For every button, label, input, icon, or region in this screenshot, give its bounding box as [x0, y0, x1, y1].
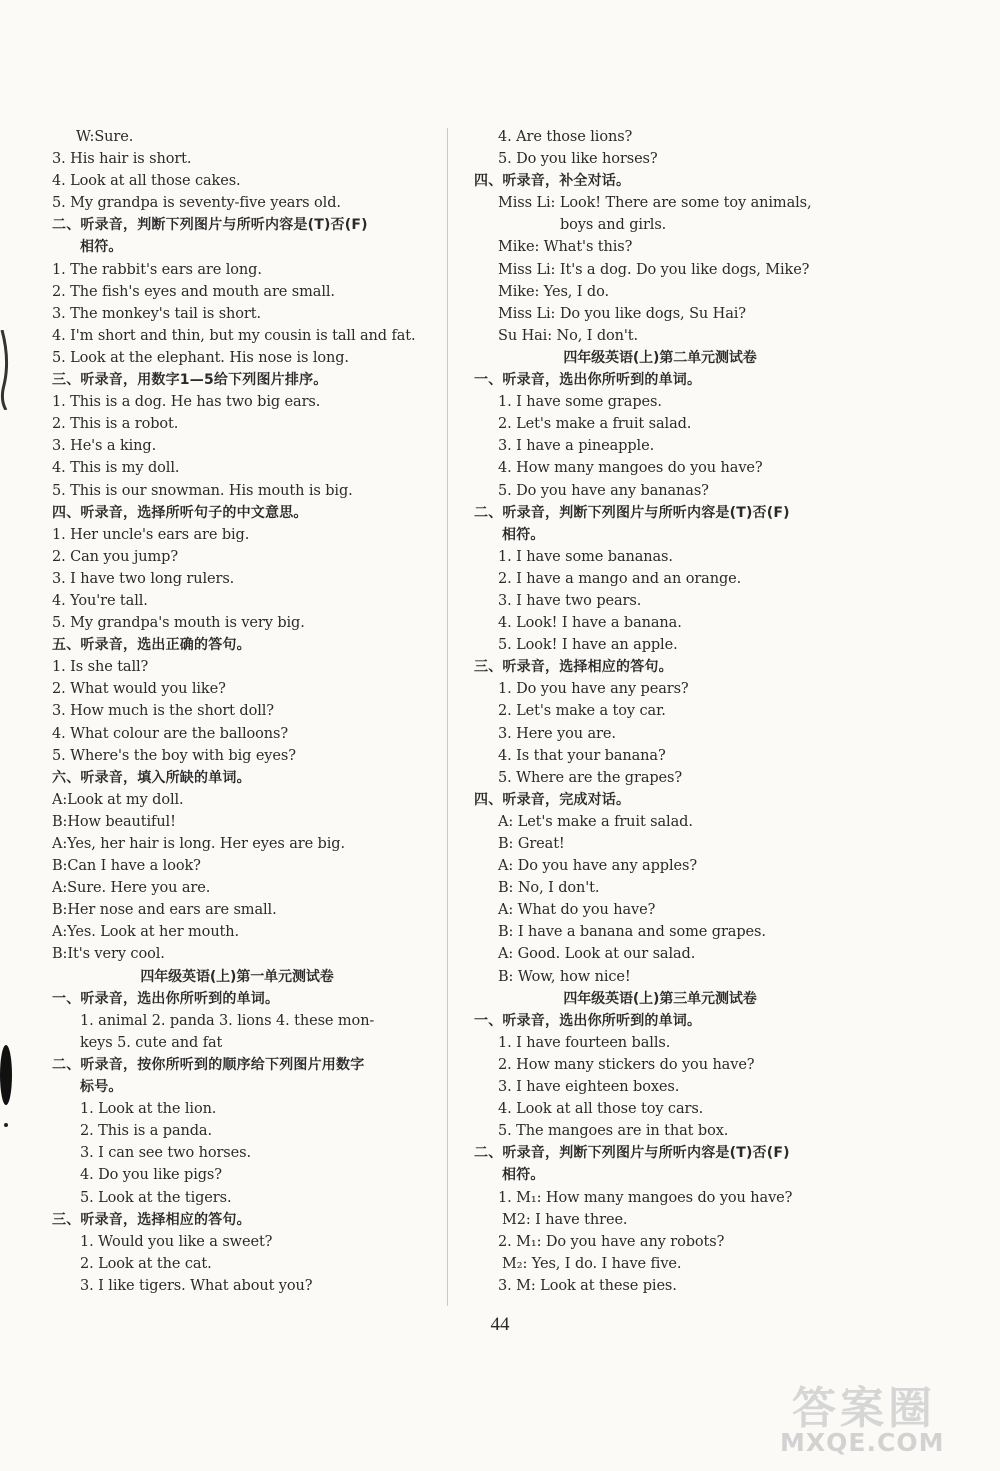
text-line: A:Sure. Here you are. — [52, 880, 211, 897]
text-line: 3. I like tigers. What about you? — [80, 1277, 313, 1294]
text-line: 2. Can you jump? — [52, 548, 179, 565]
section-heading: 四、听录音，完成对话。 — [474, 791, 631, 808]
scan-smudge — [0, 1035, 14, 1130]
section-heading: 五、听录音，选出正确的答句。 — [52, 637, 251, 654]
text-line: 5. Look! I have an apple. — [498, 637, 678, 654]
text-line: 1. I have some grapes. — [498, 394, 662, 411]
text-line: 2. Let's make a toy car. — [498, 703, 666, 720]
text-line: A:Yes. Look at her mouth. — [52, 924, 240, 941]
section-heading: 相符。 — [502, 526, 545, 543]
text-line: W:Sure. — [76, 129, 134, 145]
text-line: Miss Li: Look! There are some toy animals, — [498, 195, 812, 212]
text-line: 4. Is that your banana? — [498, 747, 666, 764]
text-line: M2: I have three. — [502, 1211, 628, 1228]
test-title: 四年级英语(上)第二单元测试卷 — [563, 349, 757, 366]
text-line: 3. His hair is short. — [52, 151, 192, 168]
text-line: 1. Look at the lion. — [80, 1101, 217, 1118]
watermark-logo — [780, 1372, 990, 1462]
text-line: 3. How much is the short doll? — [52, 703, 274, 720]
text-line: 4. Look at all those toy cars. — [498, 1101, 704, 1118]
text-line: 2. Look at the cat. — [80, 1255, 212, 1272]
scan-smudge — [0, 330, 14, 410]
text-line: 5. Where's the boy with big eyes? — [52, 747, 296, 764]
text-line: 1. I have some bananas. — [498, 548, 673, 565]
page-number: 44 — [490, 1314, 510, 1335]
section-heading: 六、听录音，填入所缺的单词。 — [52, 769, 251, 786]
text-line: 5. Look at the elephant. His nose is long. — [52, 349, 349, 366]
text-line: 5. This is our snowman. His mouth is big. — [52, 482, 353, 499]
text-line: 3. The monkey's tail is short. — [52, 305, 261, 322]
text-line: Miss Li: Do you like dogs, Su Hai? — [498, 305, 746, 322]
watermark-text: 答案圈 — [792, 1383, 936, 1434]
text-line: 5. My grandpa's mouth is very big. — [52, 615, 305, 632]
text-line: B:Her nose and ears are small. — [52, 902, 277, 919]
text-line: 1. This is a dog. He has two big ears. — [52, 394, 321, 411]
section-heading: 一、听录音，选出你所听到的单词。 — [52, 990, 280, 1007]
text-line: A: Good. Look at our salad. — [498, 946, 696, 963]
test-title: 四年级英语(上)第一单元测试卷 — [140, 968, 334, 985]
text-line: B:How beautiful! — [52, 813, 176, 830]
section-heading: 四、听录音，选择所听句子的中文意思。 — [52, 504, 308, 521]
text-line: 3. M: Look at these pies. — [498, 1277, 677, 1294]
section-heading: 三、听录音，用数字1—5给下列图片排序。 — [52, 372, 328, 389]
text-line: 4. What colour are the balloons? — [52, 725, 289, 742]
text-line: 2. M₁: Do you have any robots? — [498, 1233, 725, 1250]
left-column — [52, 126, 422, 1297]
text-line: A: What do you have? — [498, 902, 656, 919]
text-line: 2. The fish's eyes and mouth are small. — [52, 283, 335, 300]
column-divider — [447, 128, 448, 1306]
text-line: 1. animal 2. panda 3. lions 4. these mon- — [80, 1012, 375, 1029]
text-line: 4. Look! I have a banana. — [498, 615, 682, 632]
text-line: 5. The mangoes are in that box. — [498, 1123, 729, 1140]
text-line: 5. Do you like horses? — [498, 151, 658, 168]
section-heading: 二、听录音，判断下列图片与所听内容是(T)否(F) — [52, 217, 368, 234]
text-line: 4. You're tall. — [52, 592, 148, 609]
section-heading: 标号。 — [80, 1079, 123, 1096]
text-line: 4. Do you like pigs? — [80, 1167, 222, 1184]
text-line: 3. Here you are. — [498, 725, 616, 742]
text-line: 2. What would you like? — [52, 681, 226, 698]
text-line: 2. Let's make a fruit salad. — [498, 416, 692, 433]
text-line: keys 5. cute and fat — [80, 1034, 223, 1051]
right-column — [474, 126, 846, 1297]
test-title: 四年级英语(上)第三单元测试卷 — [563, 990, 757, 1007]
watermark-url: MXQE.COM — [780, 1428, 945, 1457]
text-line: 3. I have a pineapple. — [498, 438, 655, 455]
text-line: 4. Are those lions? — [498, 129, 633, 145]
section-heading: 相符。 — [502, 1167, 545, 1184]
text-line: M₂: Yes, I do. I have five. — [502, 1255, 682, 1272]
section-heading: 四、听录音，补全对话。 — [474, 173, 631, 190]
text-line: 1. Her uncle's ears are big. — [52, 526, 250, 543]
text-line: Miss Li: It's a dog. Do you like dogs, Mike? — [498, 261, 810, 278]
text-line: 2. This is a robot. — [52, 416, 179, 433]
section-heading: 二、听录音，按你所听到的顺序给下列图片用数字 — [52, 1056, 365, 1073]
text-line: 3. I can see two horses. — [80, 1145, 251, 1162]
text-line: A:Yes, her hair is long. Her eyes are big. — [52, 836, 345, 852]
text-line: 3. I have eighteen boxes. — [498, 1079, 680, 1096]
text-line: A: Let's make a fruit salad. — [498, 813, 693, 830]
text-line: boys and girls. — [560, 217, 667, 234]
text-line: 5. Where are the grapes? — [498, 769, 683, 786]
text-line: 1. The rabbit's ears are long. — [52, 261, 262, 278]
text-line: 5. Look at the tigers. — [80, 1189, 232, 1206]
text-line: 1. M₁: How many mangoes do you have? — [498, 1189, 793, 1206]
text-line: 4. How many mangoes do you have? — [498, 460, 763, 477]
text-line: 4. Look at all those cakes. — [52, 173, 241, 190]
text-line: B: No, I don't. — [498, 880, 600, 897]
text-line: 1. I have fourteen balls. — [498, 1034, 671, 1051]
text-line: 3. I have two pears. — [498, 592, 642, 609]
section-heading: 二、听录音，判断下列图片与所听内容是(T)否(F) — [474, 504, 790, 521]
text-line: 2. This is a panda. — [80, 1123, 212, 1140]
section-heading: 三、听录音，选择相应的答句。 — [52, 1211, 251, 1228]
text-line: Su Hai: No, I don't. — [498, 327, 639, 344]
text-line: 1. Is she tall? — [52, 659, 149, 676]
text-line: Mike: Yes, I do. — [498, 283, 610, 300]
section-heading: 一、听录音，选出你所听到的单词。 — [474, 372, 702, 389]
text-line: A:Look at my doll. — [52, 791, 184, 808]
text-line: 3. He's a king. — [52, 438, 157, 455]
text-line: 1. Do you have any pears? — [498, 681, 689, 698]
section-heading: 一、听录音，选出你所听到的单词。 — [474, 1012, 702, 1029]
section-heading: 三、听录音，选择相应的答句。 — [474, 659, 673, 676]
text-line: 5. Do you have any bananas? — [498, 482, 709, 499]
text-line: A: Do you have any apples? — [498, 858, 697, 875]
text-line: 1. Would you like a sweet? — [80, 1233, 273, 1250]
text-line: B: Wow, how nice! — [498, 968, 631, 985]
text-line: 5. My grandpa is seventy-five years old. — [52, 195, 341, 212]
text-line: 4. I'm short and thin, but my cousin is tall and fat. — [52, 327, 416, 344]
text-line: B:Can I have a look? — [52, 858, 201, 875]
text-line: 4. This is my doll. — [52, 460, 180, 477]
text-line: 2. How many stickers do you have? — [498, 1056, 755, 1073]
text-line: Mike: What's this? — [498, 239, 633, 256]
text-line: B: Great! — [498, 836, 565, 852]
section-heading: 二、听录音，判断下列图片与所听内容是(T)否(F) — [474, 1145, 790, 1162]
text-line: 2. I have a mango and an orange. — [498, 570, 742, 587]
text-line: 3. I have two long rulers. — [52, 570, 235, 587]
text-line: B:It's very cool. — [52, 946, 165, 963]
text-line: B: I have a banana and some grapes. — [498, 924, 766, 941]
section-heading: 相符。 — [80, 239, 123, 256]
